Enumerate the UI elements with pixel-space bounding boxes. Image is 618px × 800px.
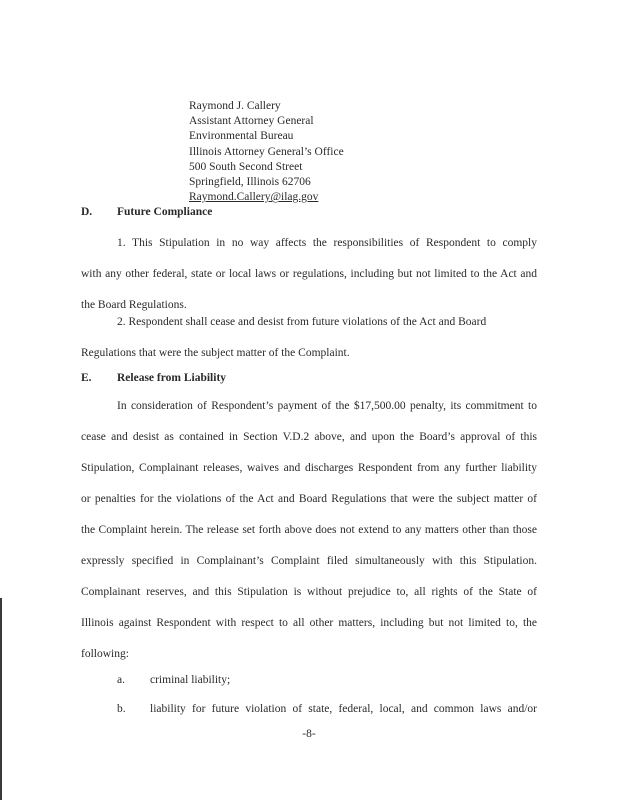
paragraph-line: expressly specified in Complainant’s Complaint filed simultaneously with this Stipulation. [81,555,537,567]
list-item-text: criminal liability; [150,674,231,686]
section-e-letter: E. [81,372,92,384]
scan-margin-line [0,598,2,800]
list-item-text: liability for future violation of state, federal, local, and common laws and/or [150,703,537,715]
paragraph-line: cease and desist as contained in Section V.D.2 above, and upon the Board’s approval of this [81,431,537,443]
section-e-title: Release from Liability [117,372,227,384]
paragraph-line: following: [81,648,129,660]
paragraph-line: with any other federal, state or local laws or regulations, including but not limited to the Act and [81,268,537,280]
list-item-letter: b. [117,703,126,715]
paragraph-line: Complainant reserves, and this Stipulation is without prejudice to, all rights of the State of [81,586,537,598]
street: 500 South Second Street [189,160,303,173]
email-link[interactable]: Raymond.Callery@ilag.gov [189,191,319,204]
paragraph-line: 2. Respondent shall cease and desist from future violations of the Act and Board [117,316,487,328]
city: Springfield, Illinois 62706 [189,176,311,189]
office: Illinois Attorney General’s Office [189,145,344,158]
list-item-letter: a. [117,674,125,686]
paragraph-line: Illinois against Respondent with respect to all other matters, including but not limited to, the [81,617,537,629]
attorney-name: Raymond J. Callery [189,100,281,112]
paragraph-line: or penalties for the violations of the Act and Board Regulations that were the subject matter of [81,493,537,505]
section-d-heading [81,206,212,218]
paragraph-line: the Board Regulations. [81,299,187,311]
section-d-letter: D. [81,206,93,218]
paragraph-line: 1. This Stipulation in no way affects the responsibilities of Respondent to comply [117,237,537,249]
paragraph-line: Stipulation, Complainant releases, waives and discharges Respondent from any further liability [81,462,537,474]
section-e-heading [81,372,226,384]
address-block [189,99,344,205]
attorney-title: Assistant Attorney General [189,115,314,128]
page-number: -8- [302,728,316,740]
paragraph-line: In consideration of Respondent’s payment of the $17,500.00 penalty, its commitment to [117,400,537,412]
paragraph-line: Regulations that were the subject matter of the Complaint. [81,347,350,359]
section-d-title: Future Compliance [117,206,213,218]
paragraph-line: the Complaint herein. The release set forth above does not extend to any matters other than those [81,524,537,536]
bureau: Environmental Bureau [189,130,294,143]
